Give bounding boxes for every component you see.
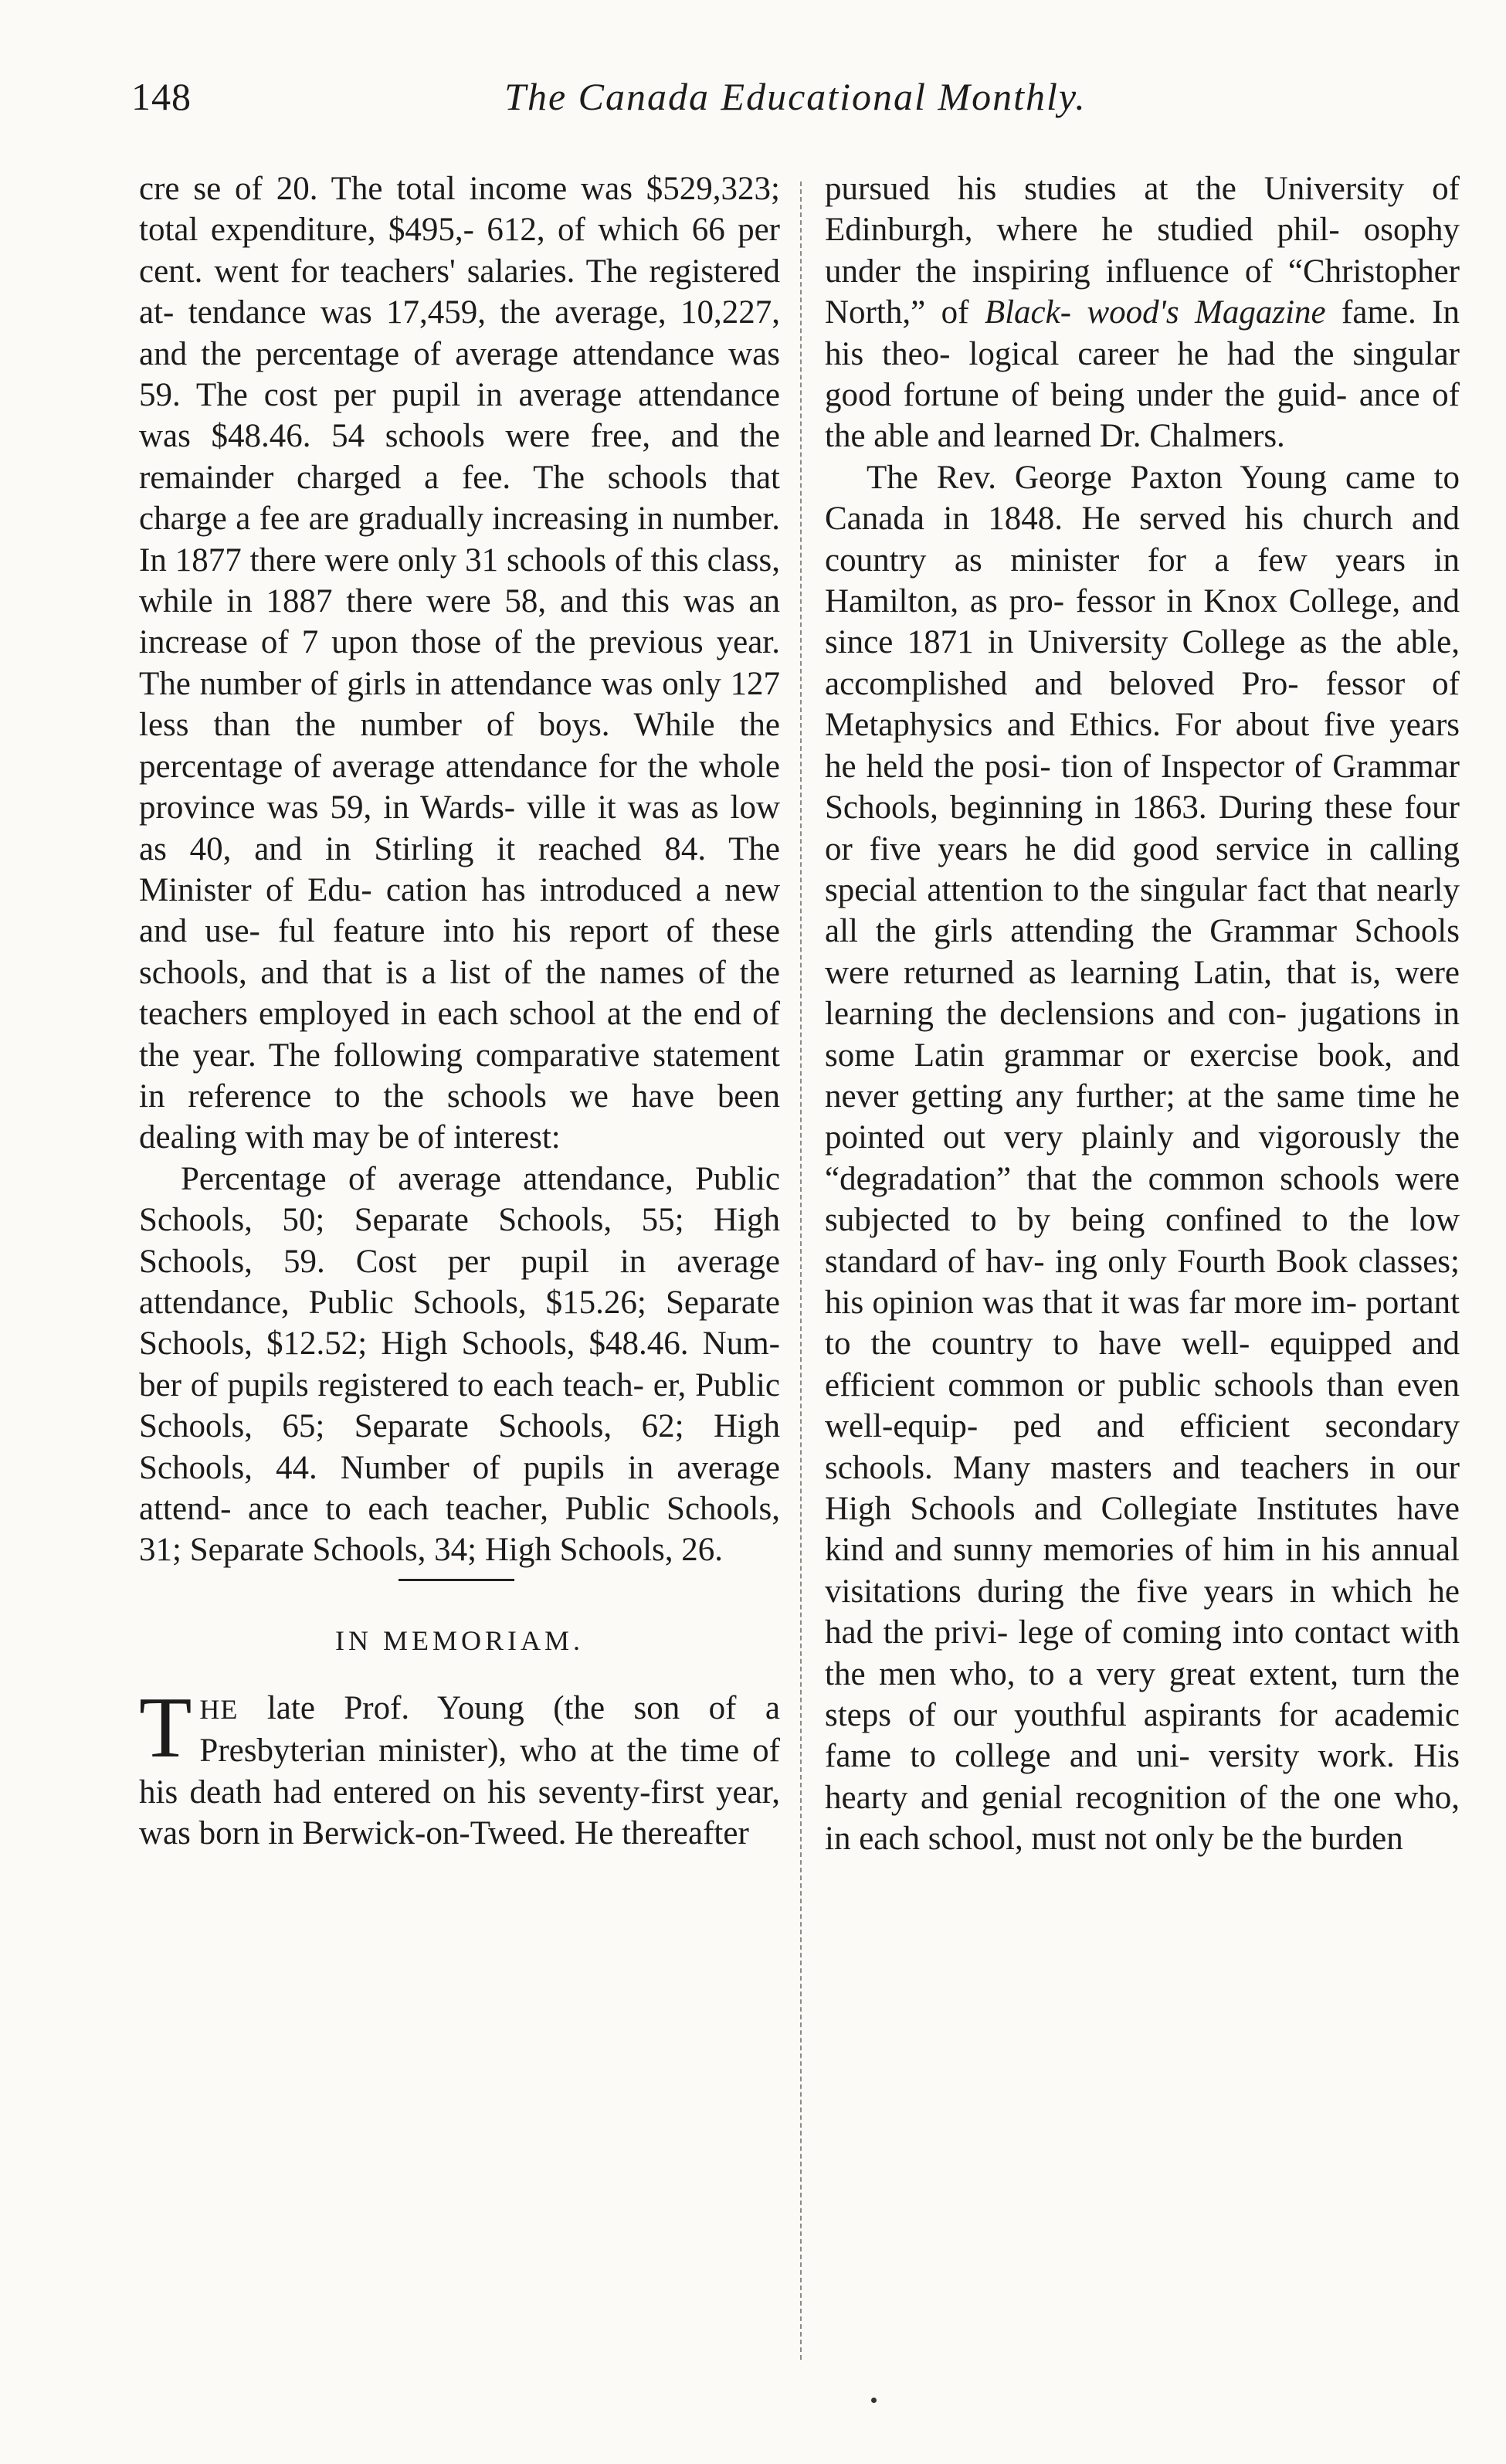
memoriam-opening-paragraph [139, 1679, 780, 1855]
section-heading: IN MEMORIAM. [334, 1624, 584, 1656]
statistics-paragraph: cre se of 20. The total income was $529,323; total expenditure, $495,- 612, of which 66 per cent. went for teachers' salaries. The registered at- tendance was 17,459, the average, 10,227, and the percentage of average attendance was 59. The cost per pupil in average attendance was $48.46. 54 schools were free, and the remainder charged a fee. The schools that charge a fee are gradually increasing in number. In 1877 there were only 31 schools of this class, while in 1887 there were 58, and this was an increase of 7 upon those of the previous year. The number of girls in attendance was only 127 less than the number of boys. While the percentage of average attendance for the whole province was 59, in Wards- ville it was as low as 40, and in Stirling it reached 84. The Minister of Edu- cation has introduced a new and use- ful feature into his report of these schools, and that is a list of the names of the teachers employed in each school at the end of the year. The following comparative statement in reference to the schools we have been dealing with may be of interest: [139, 171, 780, 1156]
opening-smallcaps: HE [199, 1693, 239, 1725]
magazine-title-italic: Black- wood's Magazine [984, 294, 1326, 331]
section-rule [399, 1579, 514, 1581]
print-speck [871, 2398, 877, 2403]
right-column [825, 168, 1460, 1860]
drop-cap: T [139, 1679, 192, 1776]
biography-text-end: fame. In his theo- logical career he had the singular good fortune of being under the guid- ance of the able and learned Dr. Chalmers. [825, 294, 1460, 455]
journal-title: The Canada Educational Monthly. [504, 75, 1087, 118]
comparative-statement-paragraph: Percentage of average attendance, Public Schools, 50; Separate Schools, 55; High Schools, 59. Cost per pupil in average attendance, Public Schools, $15.26; Separate Schools, $12.52; High Schools, $48.46. Num- ber of pupils registered to each teach- er, Public Schools, 65; Separate Schools, 62; High Schools, 44. Number of pupils in average attend- ance to each teacher, Public Schools, 31; Separate Schools, 34; High Schools, 26. [139, 1160, 780, 1569]
page-number: 148 [131, 75, 192, 118]
column-divider [800, 182, 802, 2360]
biography-text-start: pursued his studies at the University of Edinburgh, where he studied phil- osophy under the inspiring influence of “Christopher North,” of [825, 171, 1460, 331]
biography-paragraph [825, 168, 1460, 457]
memoriam-opening-text: late Prof. Young (the son of a Presbyterian minister), who at the time of his death had entered on his seventy-first year, was born in Berwick-on-Tweed. He thereafter [139, 1689, 780, 1852]
left-column [139, 168, 780, 1854]
career-paragraph: The Rev. George Paxton Young came to Canada in 1848. He served his church and country as minister for a few years in Hamilton, as pro- fessor in Knox College, and since 1871 in University College as the able, accomplished and beloved Pro- fessor of Metaphysics and Ethics. For about five years he held the posi- tion of Inspector of Grammar Schools, beginning in 1863. During these four or five years he did good service in calling special attention to the singular fact that nearly all the girls attending the Grammar Schools were returned as learning Latin, that is, were learning the declensions and con- jugations in some Latin grammar or exercise book, and never getting any further; at the same time he pointed out very plainly and vigorously the “degradation” that the common schools were subjected to by being confined to the low standard of hav- ing only Fourth Book classes; his opinion was that it was far more im- portant to the country to have well- equipped and efficient common or public schools than even well-equip- ped and efficient secondary schools. Many masters and teachers in our High Schools and Collegiate Institutes have kind and sunny memories of him in his annual visitations during the five years in which he had the privi- lege of coming into contact with the men who, to a very great extent, turn the steps of our youthful aspirants for academic fame to college and uni- versity work. His hearty and genial recognition of the one who, in each school, must not only be the burden [825, 459, 1460, 1858]
running-head [131, 74, 1460, 136]
